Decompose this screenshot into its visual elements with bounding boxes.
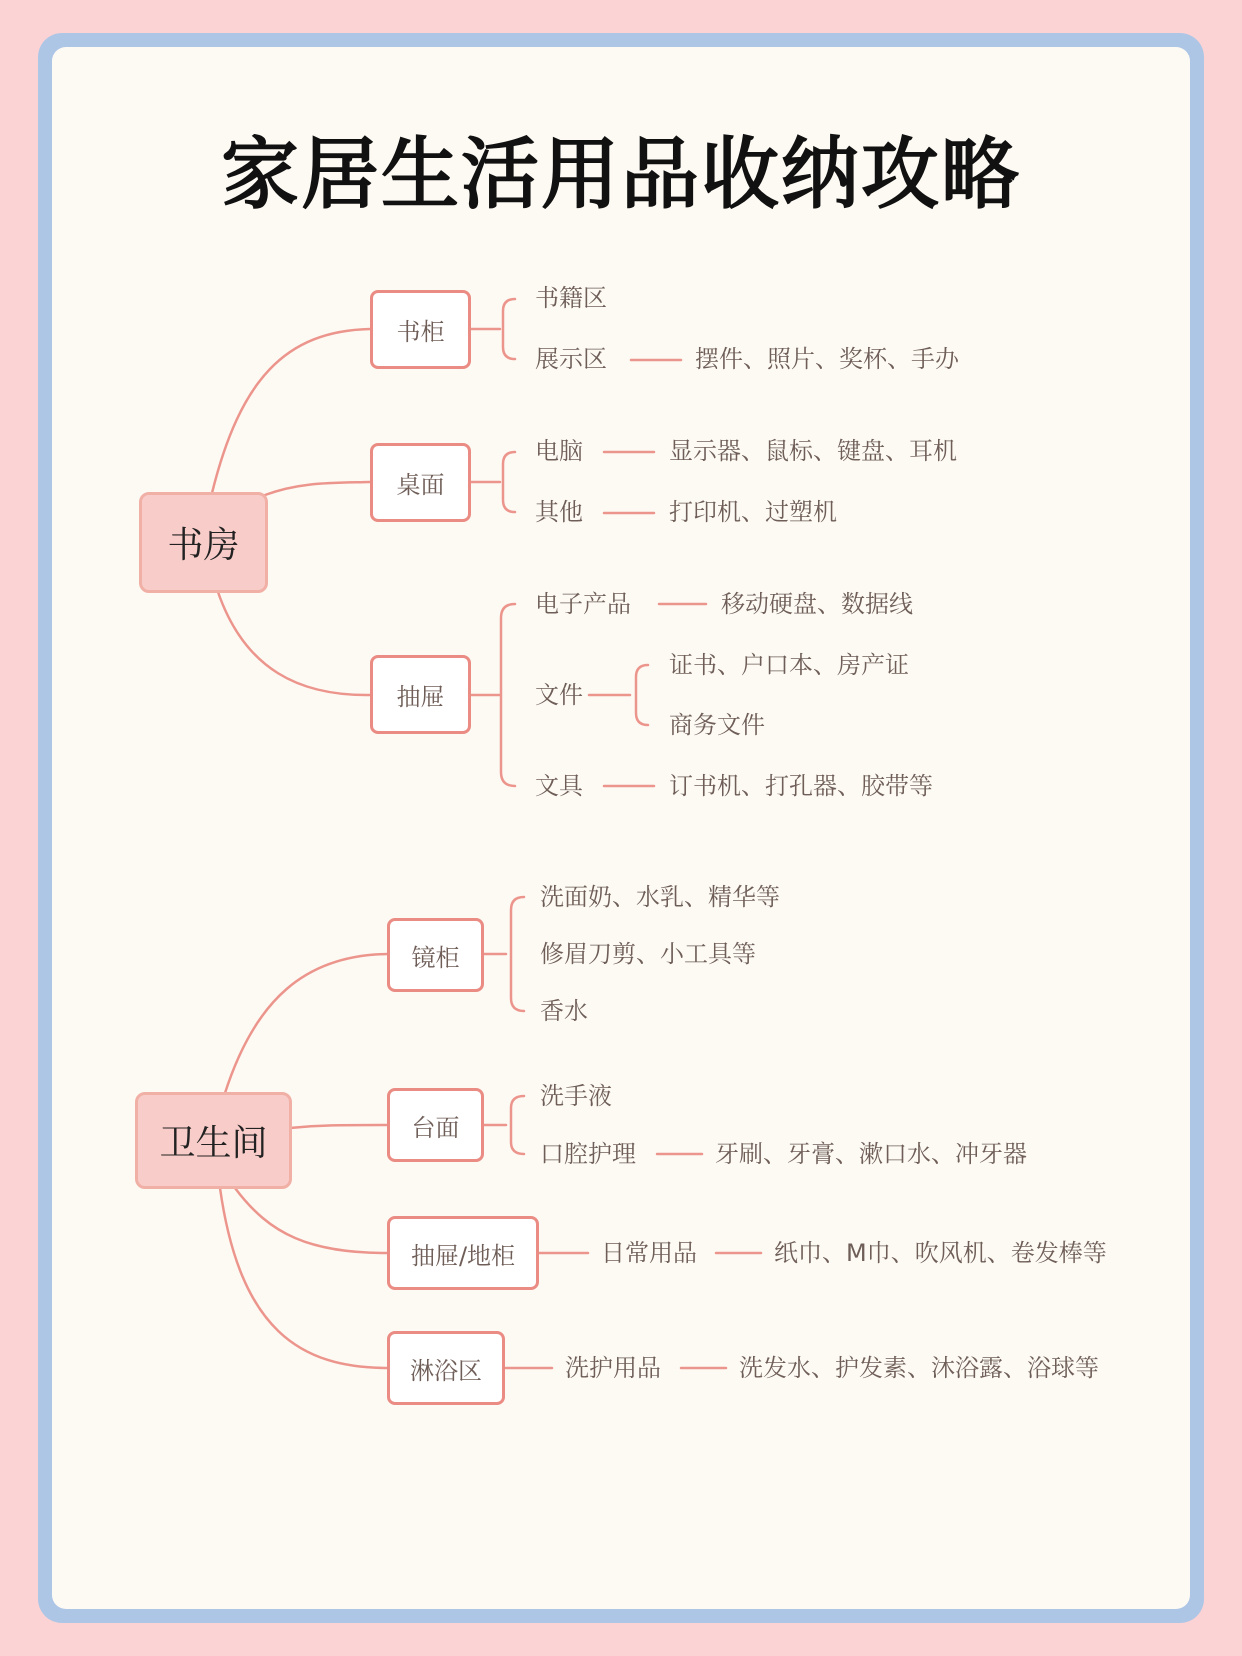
leaf-skincare: 洗面奶、水乳、精华等 — [540, 883, 780, 911]
leaf-stationery-items: 订书机、打孔器、胶带等 — [669, 772, 933, 800]
node-cabinet: 抽屉/地柜 — [387, 1216, 539, 1290]
leaf-electronics-items: 移动硬盘、数据线 — [721, 590, 913, 618]
node-study: 书房 — [139, 492, 268, 593]
leaf-handwash: 洗手液 — [540, 1082, 612, 1110]
leaf-documents: 文件 — [535, 681, 583, 709]
leaf-perfume: 香水 — [540, 997, 588, 1025]
node-desk: 桌面 — [370, 443, 471, 522]
leaf-daily: 日常用品 — [601, 1239, 697, 1267]
leaf-doc-business: 商务文件 — [669, 711, 765, 739]
leaf-display-items: 摆件、照片、奖杯、手办 — [695, 345, 959, 373]
leaf-daily-items: 纸巾、M巾、吹风机、卷发棒等 — [774, 1239, 1107, 1267]
leaf-wash-items: 洗发水、护发素、沐浴露、浴球等 — [739, 1354, 1099, 1382]
node-bathroom: 卫生间 — [135, 1092, 292, 1189]
leaf-computer-items: 显示器、鼠标、键盘、耳机 — [669, 437, 957, 465]
bracket-counter — [511, 1096, 524, 1154]
leaf-stationery: 文具 — [535, 772, 583, 800]
leaf-electronics: 电子产品 — [535, 590, 631, 618]
connector-study-desk — [265, 482, 370, 495]
page-title: 家居生活用品收纳攻略 — [220, 130, 1021, 220]
leaf-other-items: 打印机、过塑机 — [669, 498, 837, 526]
connector-bath-shower — [220, 1188, 388, 1368]
node-drawer: 抽屉 — [370, 655, 471, 734]
leaf-wash: 洗护用品 — [565, 1354, 661, 1382]
connector-bath-counter — [290, 1125, 388, 1128]
connector-study-bookcase — [212, 329, 370, 493]
node-mirror: 镜柜 — [387, 918, 484, 992]
leaf-doc-certs: 证书、户口本、房产证 — [669, 651, 909, 679]
connector-bath-cabinet — [235, 1188, 388, 1253]
leaf-oral: 口腔护理 — [540, 1140, 636, 1168]
node-bookcase: 书柜 — [370, 290, 471, 369]
node-shower: 淋浴区 — [387, 1331, 505, 1405]
connector-study-drawer — [218, 592, 370, 695]
leaf-display: 展示区 — [535, 345, 607, 373]
leaf-tools: 修眉刀剪、小工具等 — [540, 940, 756, 968]
leaf-computer: 电脑 — [535, 437, 583, 465]
bracket-documents — [636, 665, 648, 725]
leaf-books: 书籍区 — [535, 284, 607, 312]
bracket-mirror — [511, 897, 524, 1011]
bracket-bookcase — [503, 299, 515, 359]
node-counter: 台面 — [387, 1088, 484, 1162]
connector-bath-mirror — [225, 954, 388, 1093]
bracket-drawer — [501, 604, 515, 786]
leaf-oral-items: 牙刷、牙膏、漱口水、冲牙器 — [715, 1140, 1027, 1168]
leaf-other: 其他 — [535, 498, 583, 526]
bracket-desk — [503, 452, 515, 512]
